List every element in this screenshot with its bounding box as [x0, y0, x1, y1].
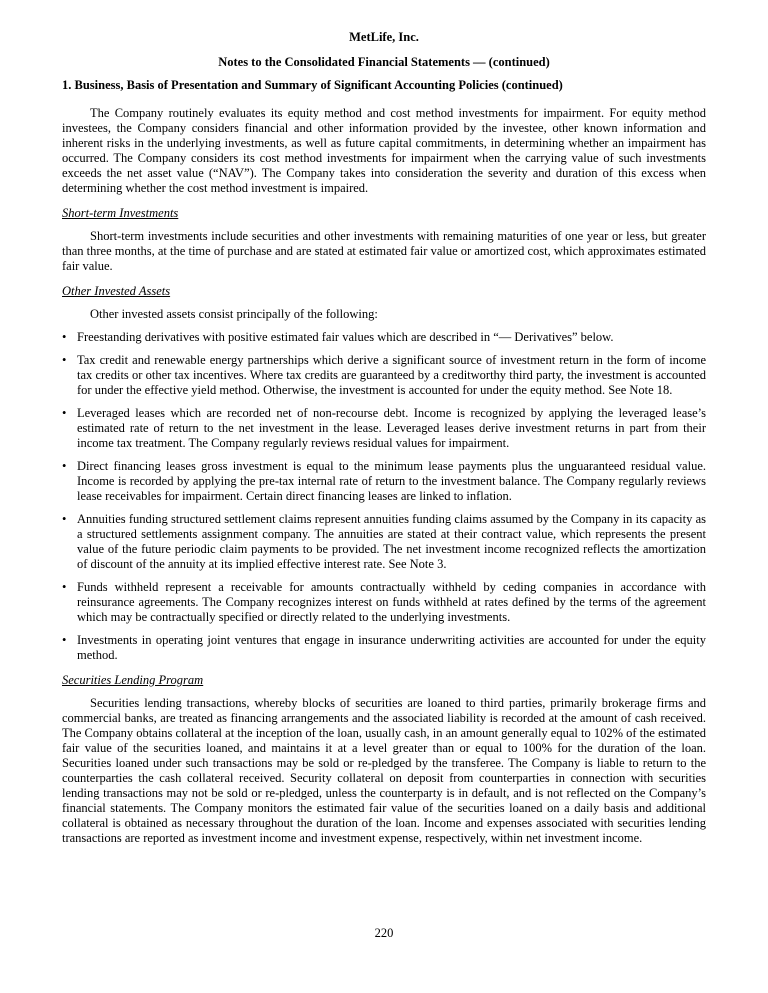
bullet-icon: • [62, 512, 67, 526]
short-term-investments-heading: Short-term Investments [62, 206, 179, 220]
other-invested-assets-heading: Other Invested Assets [62, 284, 171, 298]
page-number: 220 [374, 926, 394, 940]
list-item-text: Investments in operating joint ventures that engage in insurance underwriting activities are accounted for under the equity method. [77, 633, 706, 662]
list-item-text: Direct financing leases gross investment is equal to the minimum lease payments plus the unguaranteed residual value. Income is recorded by applying the pre-tax internal rate of return to the investment balance. The Company regularly reviews lease receivables for impairment. Certain direct financing leases are linked to inflation. [77, 459, 706, 503]
list-item-text: Leveraged leases which are recorded net of non-recourse debt. Income is recognized by applying the leveraged lease’s estimated rate of return to the net investment in the lease. Leveraged leases derive investment returns in part from their income tax treatment. The Company regularly reviews residual values for impairment. [77, 406, 706, 450]
bullet-icon: • [62, 633, 67, 647]
bullet-icon: • [62, 459, 67, 473]
securities-lending-paragraph: Securities lending transactions, whereby blocks of securities are loaned to third parties, primarily brokerage firms and commercial banks, are treated as financing arrangements and the associated liability is recorded at the amount of cash received. The Company obtains collateral at the inception of the loan, usually cash, in an amount generally equal to 102% of the estimated fair value of the securities loaned, and maintains it at a level greater than or equal to 100% for the duration of the loan. Securities loaned under such transactions may be sold or re-pledged by the transferee. The Company is liable to return to the counterparties the cash collateral received. Security collateral on deposit from counterparties in connection with securities lending transactions may not be sold or re-pledged, unless the counterparty is in default, and is not reflected on the Company’s financial statements. The Company monitors the estimated fair value of the securities loaned on a daily basis and additional collateral is obtained as necessary throughout the duration of the loan. Income and expenses associated with securities lending transactions are reported as investment income and investment expense, respectively, within net investment income. [62, 696, 706, 845]
list-item-operating-joint-ventures [62, 633, 706, 663]
bullet-icon: • [62, 406, 67, 420]
list-item-text: Tax credit and renewable energy partnerships which derive a significant source of investment return in the form of income tax credits or other tax incentives. Where tax credits are guaranteed by a creditworthy third party, the investment is accounted for under the effective yield method. Otherwise, the investment is accounted for under the equity method. See Note 18. [77, 353, 706, 397]
list-item-text: Annuities funding structured settlement claims represent annuities funding claims assumed by the Company in its capacity as a structured settlements assignment company. The annuities are stated at their contract value, which represents the present value of the future periodic claim payments to be provided. The net investment income recognized reflects the amortization of discount of the annuity at its implied effective interest rate. See Note 3. [77, 512, 706, 571]
list-item-leveraged-leases [62, 406, 706, 451]
list-item-annuities-funding [62, 512, 706, 572]
list-item-freestanding-derivatives [62, 330, 706, 345]
bullet-icon: • [62, 353, 67, 367]
list-item-text: Funds withheld represent a receivable for amounts contractually withheld by ceding companies in accordance with reinsurance agreements. The Company recognizes interest on funds withheld at rates defined by the terms of the agreement which may be contractually specified or directly related to the underlying investments. [77, 580, 706, 624]
company-title: MetLife, Inc. [349, 30, 419, 44]
list-item-direct-financing-leases [62, 459, 706, 504]
bullet-icon: • [62, 580, 67, 594]
notes-subtitle: Notes to the Consolidated Financial Statements — (continued) [218, 55, 550, 69]
list-item-text: Freestanding derivatives with positive estimated fair values which are described in “— Derivatives” below. [77, 330, 614, 344]
section-heading: 1. Business, Basis of Presentation and Summary of Significant Accounting Policies (continued) [62, 78, 563, 92]
bullet-icon: • [62, 330, 67, 344]
securities-lending-heading: Securities Lending Program [62, 673, 204, 687]
impairment-paragraph: The Company routinely evaluates its equity method and cost method investments for impairment. For equity method investees, the Company considers financial and other information provided by the investee, other known information and inherent risks in the underlying investments, as well as future capital commitments, in determining whether an impairment has occurred. The Company considers its cost method investments for impairment when the carrying value of such investments exceeds the net asset value (“NAV”). The Company takes into consideration the severity and duration of this excess when determining whether the cost method investment is impaired. [62, 106, 706, 195]
list-item-funds-withheld [62, 580, 706, 625]
list-item-tax-credit-partnerships [62, 353, 706, 398]
short-term-investments-paragraph: Short-term investments include securities and other investments with remaining maturities of one year or less, but greater than three months, at the time of purchase and are stated at estimated fair value or amortized cost, which approximates estimated fair value. [62, 229, 706, 273]
other-invested-assets-lead: Other invested assets consist principally of the following: [90, 307, 378, 321]
